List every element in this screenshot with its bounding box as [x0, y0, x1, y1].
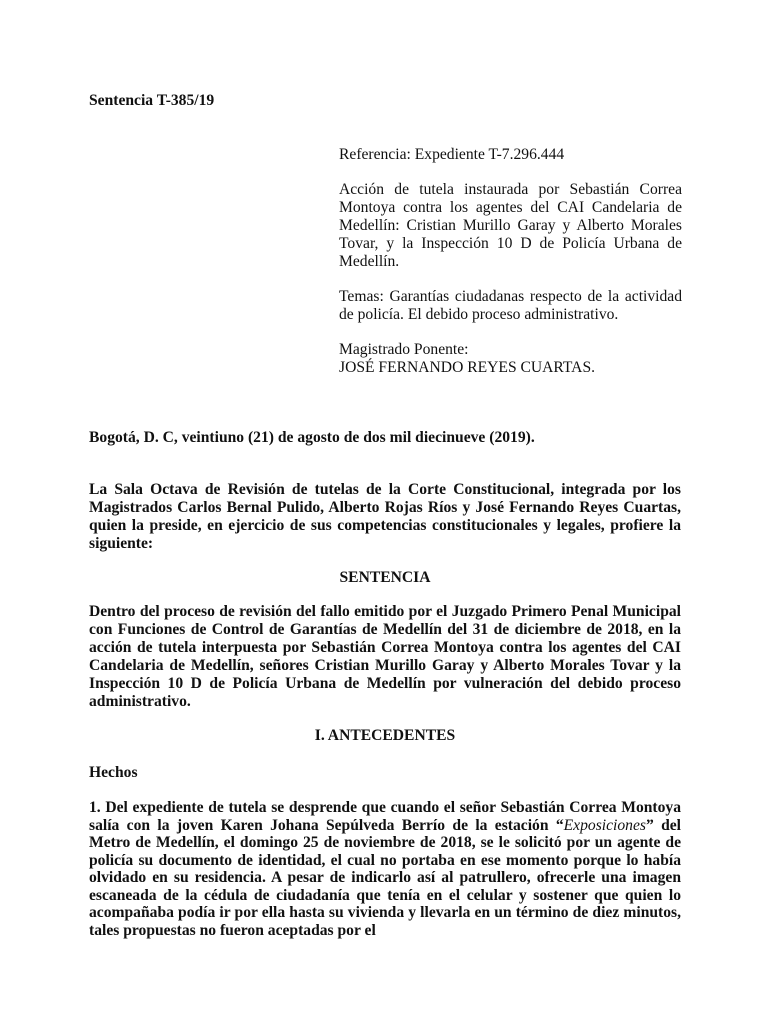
ponente-label: Magistrado Ponente:: [339, 341, 469, 358]
temas-paragraph: Temas: Garantías ciudadanas respecto de la actividad de policía. El debido proceso administrativo.: [339, 288, 682, 323]
ponente-name: JOSÉ FERNANDO REYES CUARTAS.: [339, 359, 596, 376]
sentencia-heading: SENTENCIA: [339, 569, 431, 586]
reference-block: [339, 146, 682, 377]
document-title: Sentencia T-385/19: [89, 92, 215, 109]
antecedentes-heading: I. ANTECEDENTES: [314, 727, 456, 744]
accion-paragraph: Acción de tutela instaurada por Sebastián Correa Montoya contra los agentes del CAI Candelaria de Medellín: Cristian Murillo Garay y Alberto Morales Tovar, y la Inspección 10 D de Policía Urbana de Medellín.: [339, 181, 682, 270]
date-line: Bogotá, D. C, veintiuno (21) de agosto de dos mil diecinueve (2019).: [89, 429, 535, 446]
hechos-heading: Hechos: [89, 764, 138, 781]
para1-text-before: 1. Del expediente de tutela se desprende que cuando el señor Sebastián Correa Montoya salía con la joven Karen Johana Sepúlveda Berrío de la estación “: [89, 799, 681, 834]
hechos-paragraph-1: [89, 799, 681, 939]
para1-text-after: ” del Metro de Medellín, el domingo 25 de noviembre de 2018, se le solicitó por un agente de policía su documento de identidad, el cual no portaba en ese momento porque lo había olvidado en su residencia. A pesar de indicarlo así al patrullero, ofrecerle una imagen escaneada de la cédula de ciudadanía que tenía en el celular y sostener que quien lo acompañaba podía ir por ella hasta su vivienda y llevarla en un término de diez minutos, tales propuestas no fueron aceptadas por el: [89, 816, 682, 939]
sentencia-body-paragraph: Dentro del proceso de revisión del fallo emitido por el Juzgado Primero Penal Municipal con Funciones de Control de Garantías de Medellín del 31 de diciembre de 2018, en la acción de tutela interpuesta por Sebastián Correa Montoya contra los agentes del CAI Candelaria de Medellín, señores Cristian Murillo Garay y Alberto Morales Tovar y la Inspección 10 D de Policía Urbana de Medellín por vulneración del debido proceso administrativo.: [89, 603, 681, 710]
intro-paragraph: La Sala Octava de Revisión de tutelas de la Corte Constitucional, integrada por los Magistrados Carlos Bernal Pulido, Alberto Rojas Ríos y José Fernando Reyes Cuartas, quien la preside, en ejercicio de sus competencias constitucionales y legales, profiere la siguiente:: [89, 481, 681, 552]
referencia-line: Referencia: Expediente T-7.296.444: [339, 146, 565, 163]
para1-italic-text: Exposiciones: [563, 816, 646, 834]
